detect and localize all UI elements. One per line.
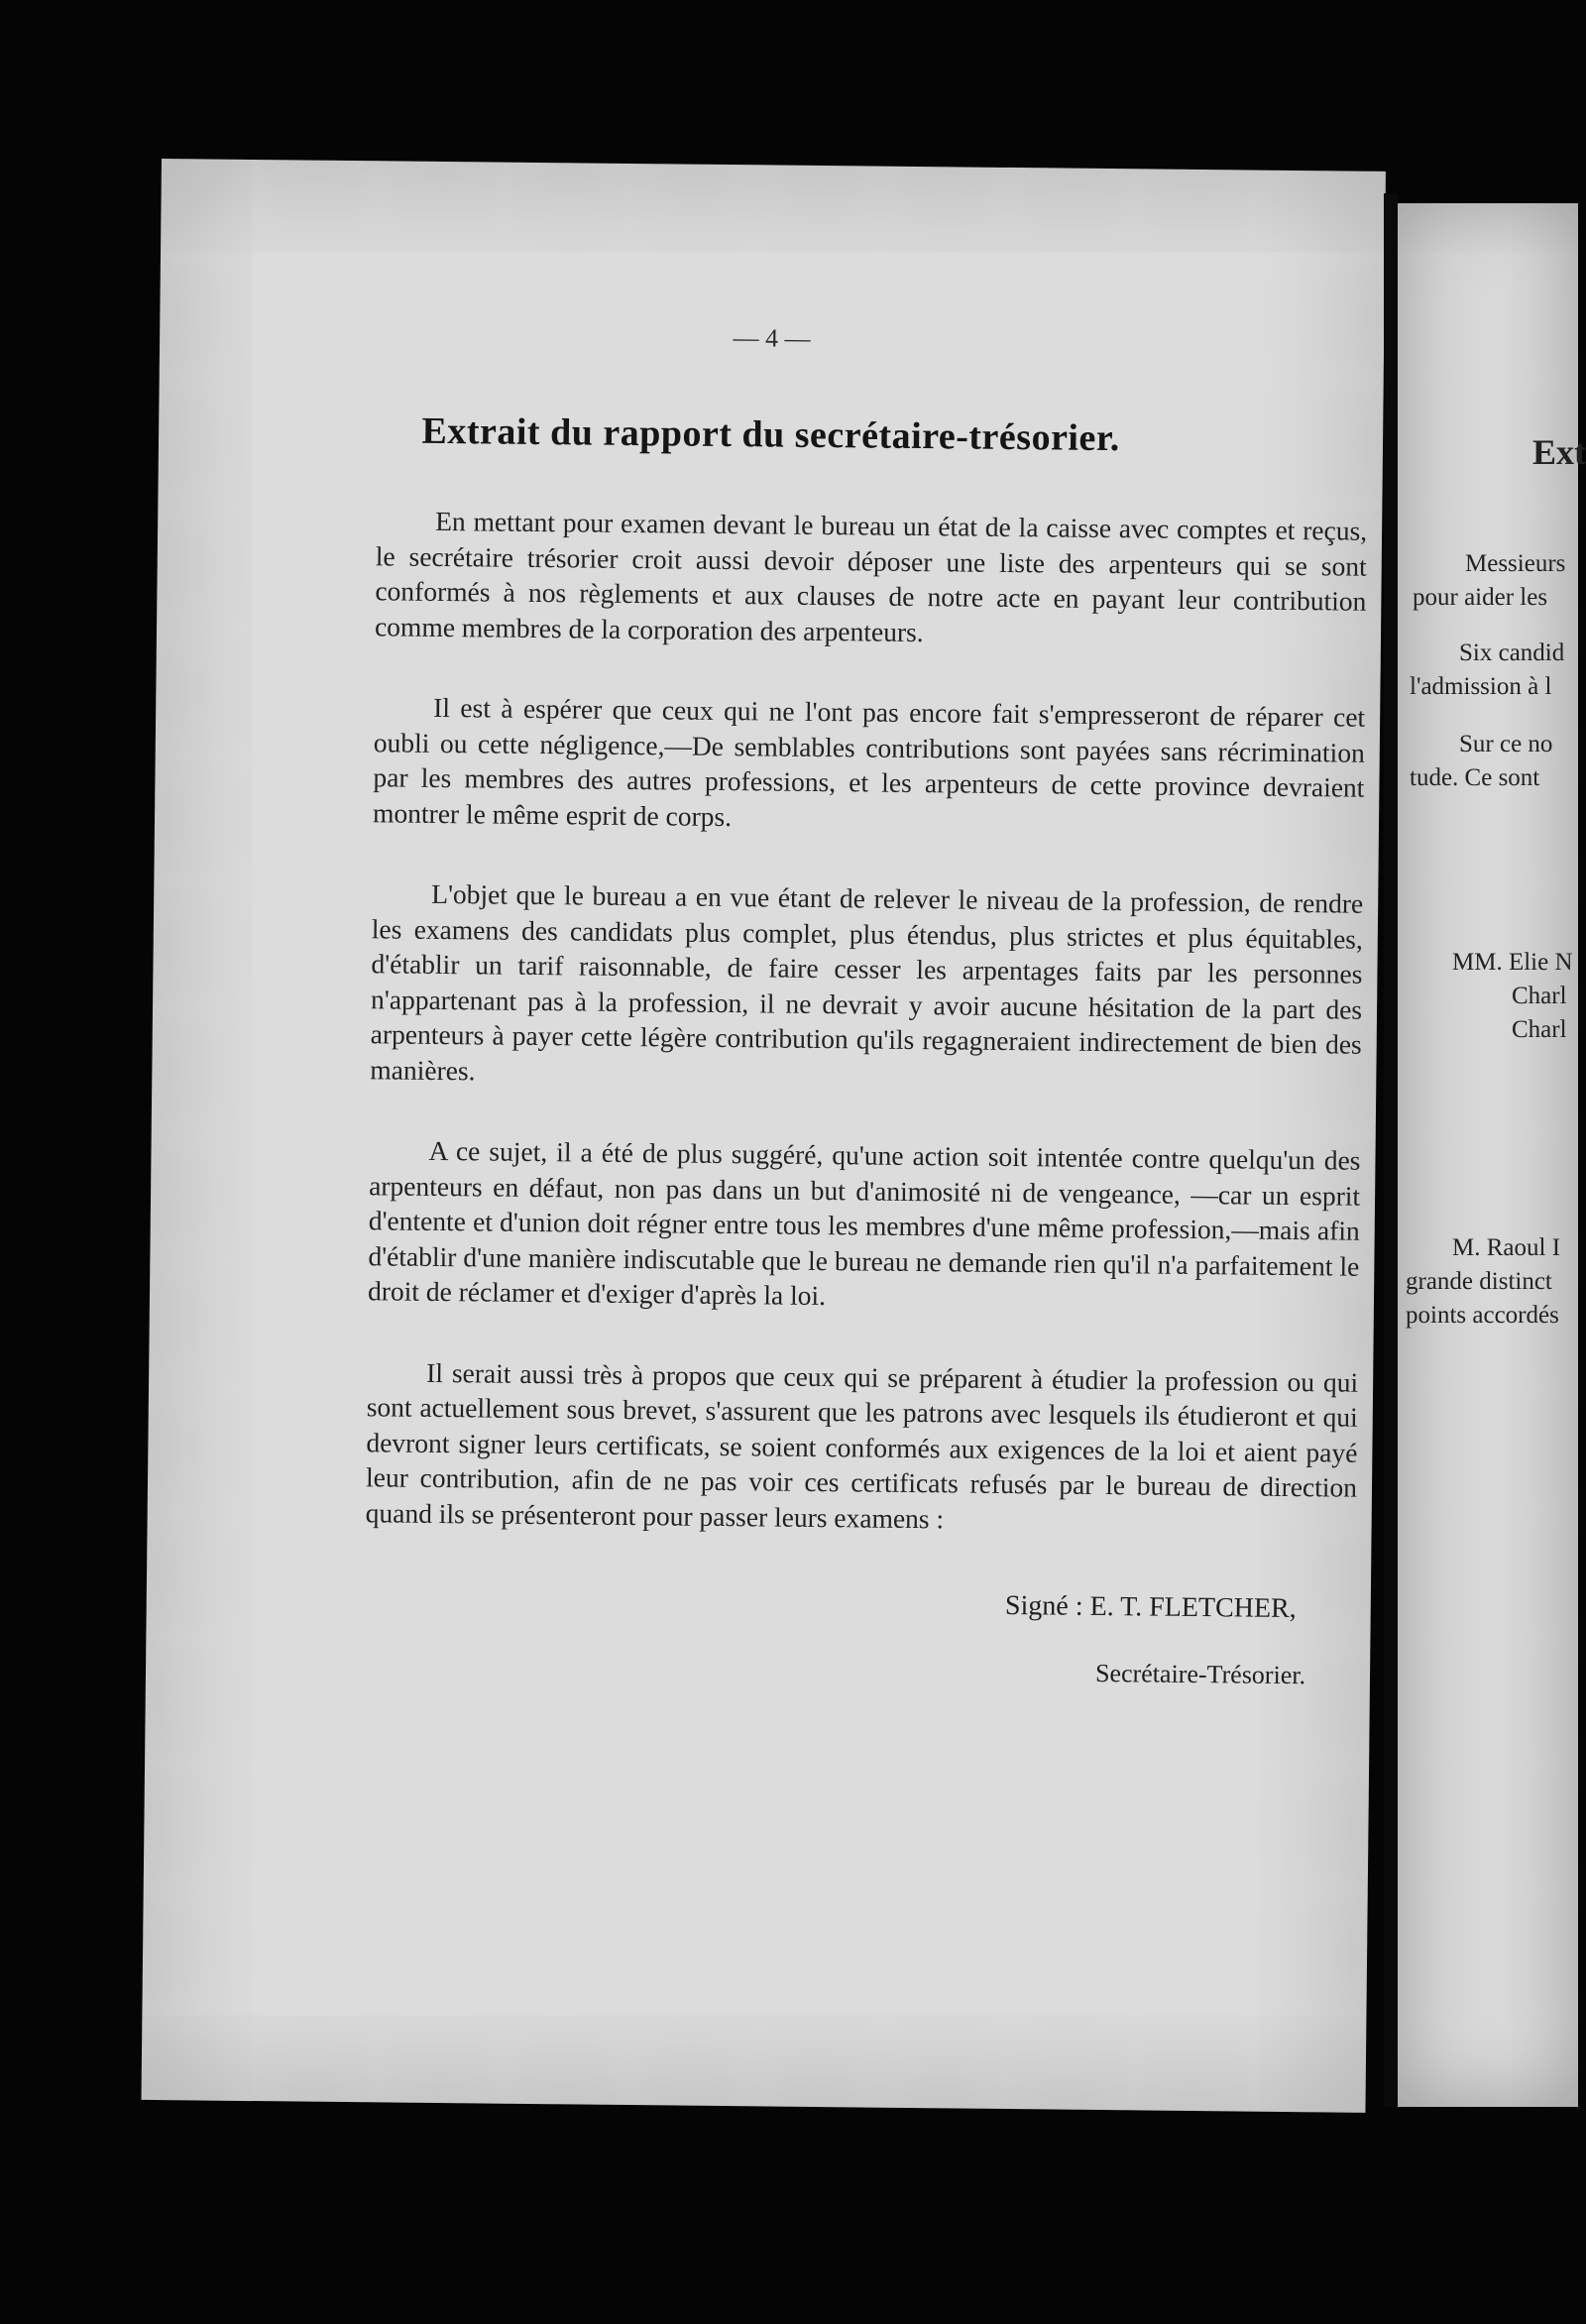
- paragraph: L'objet que le bureau a en vue étant de relever le niveau de la profession, de rendre les examens des candidats plus complet, plus étendus, plus strictes et plus équitables, d'établir un tarif raisonnable, de faire cesser les arpentages faits par les personnes n'appartenant pas à la profession, il ne devrait y avoir aucune hésitation de la part des arpenteurs à payer cette légère contribution qu'ils regagneraient indirectement de bien des manières.: [370, 877, 1364, 1086]
- facing-page-line: Messieurs: [1465, 550, 1566, 577]
- facing-page-line: Sur ce no: [1459, 731, 1553, 757]
- facing-page-line: MM. Elie N: [1452, 949, 1573, 976]
- signature-name: Signé : E. T. FLETCHER,: [1004, 1589, 1297, 1625]
- facing-page-line: l'admission à l: [1410, 673, 1552, 700]
- paragraph: A ce sujet, il a été de plus suggéré, qu'une action soit intentée contre quelqu'un des arpenteurs en défaut, non pas dans un but d'animosité ni de vengeance, —car un esprit d'entente et d'union doit régner entre tous les membres d'une même profession,—mais afin d'établir d'une manière indiscutable que le bureau ne demande rien qu'il n'a parfaitement le droit de réclamer et d'exiger d'après la loi.: [367, 1134, 1361, 1312]
- report-title: Extrait du rapport du secrétaire-trésorier.: [421, 409, 1120, 460]
- facing-page-line: Six candid: [1459, 639, 1565, 666]
- paragraph: En mettant pour examen devant le bureau un état de la caisse avec comptes et reçus, le secrétaire trésorier croit aussi devoir déposer une liste des arpenteurs qui se sont conformés à nos règlements et aux clauses de notre acte en payant leur contribution comme membres de la corporation des arpenteurs.: [374, 505, 1368, 647]
- facing-page-line: M. Raoul I: [1452, 1234, 1561, 1261]
- book-spine: [1384, 193, 1398, 2107]
- report-body: [365, 503, 1367, 1585]
- facing-page-line: Charl: [1512, 1016, 1567, 1043]
- facing-page-line: Charl: [1512, 983, 1567, 1009]
- signature-block: [1004, 1589, 1306, 1690]
- facing-page-line: pour aider les: [1413, 584, 1548, 611]
- facing-page-line: points accordés: [1406, 1302, 1559, 1329]
- facing-page-line: tude. Ce sont: [1410, 764, 1540, 791]
- signature-role: Secrétaire-Trésorier.: [1094, 1658, 1306, 1690]
- facing-page-title: Ext: [1532, 432, 1586, 472]
- facing-page-fragment: [1398, 203, 1586, 2107]
- facing-page-line: grande distinct: [1406, 1268, 1552, 1295]
- document-page: [141, 159, 1385, 2113]
- paragraph: Il est à espérer que ceux qui ne l'ont pas encore fait s'empresseront de réparer cet oubli ou cette négligence,—De semblables contributions sont payées sans récrimination par les membres des autres professions, et les arpenteurs de cette province devraient montrer le même esprit de corps.: [372, 691, 1366, 832]
- paragraph: Il serait aussi très à propos que ceux qui se préparent à étudier la profession ou qui sont actuellement sous brevet, s'assurent que les patrons avec lesquels ils étudieront et qui devront signer leurs certificats, se soient conformés aux exigences de la loi et aient payé leur contribution, afin de ne pas voir ces certificats refusés par le bureau de direction quand ils se présenteront pour passer leurs examens :: [365, 1356, 1359, 1534]
- page-number: — 4 —: [733, 323, 811, 353]
